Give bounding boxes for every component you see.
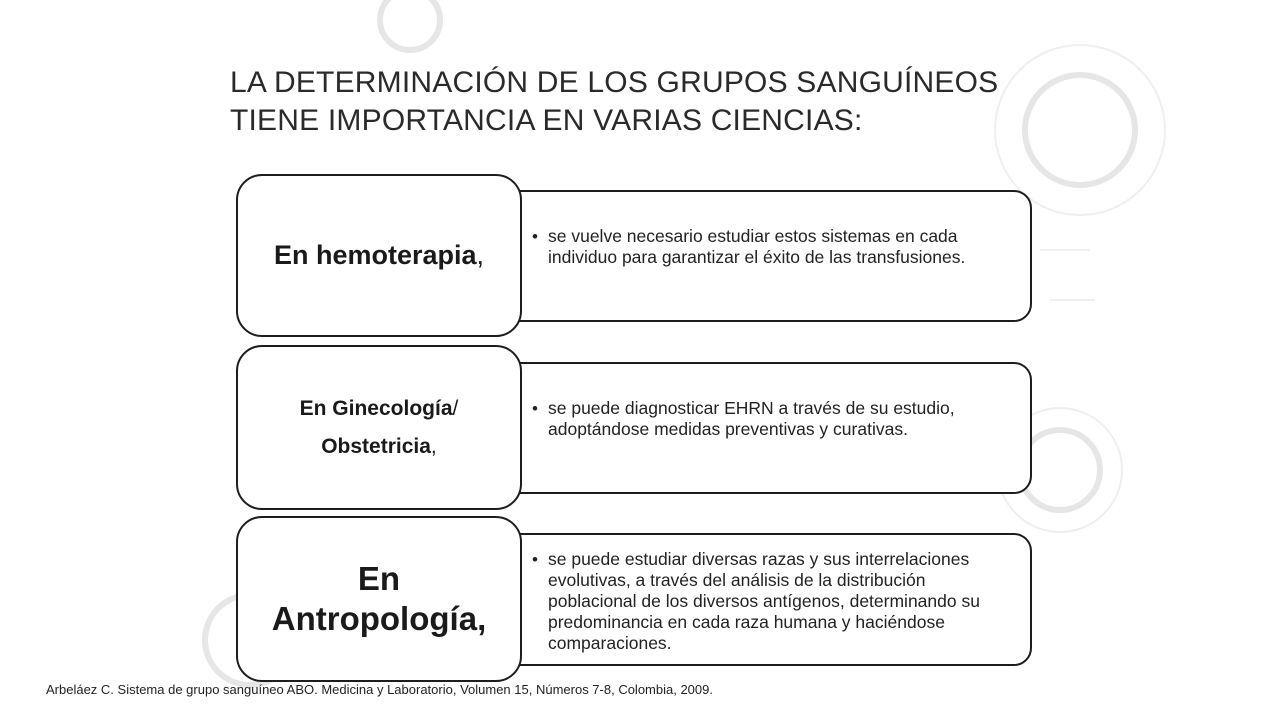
label-ginecologia-text-1: En Ginecología: [299, 396, 453, 420]
label-ginecologia-slash: /: [452, 396, 459, 420]
description-text-hemoterapia: [532, 226, 1016, 268]
citation: Arbeláez C. Sistema de grupo sanguíneo ABO. Medicina y Laboratorio, Volumen 15, Números 7-8, Colombia, 2009.: [46, 682, 713, 697]
label-ginecologia-line-1: [300, 390, 459, 428]
slide-title: [230, 64, 1050, 140]
label-antropologia-line-2: Antropología,: [271, 600, 487, 637]
description-text-ginecologia: [532, 398, 1016, 440]
description-box-antropologia: [492, 533, 1032, 666]
title-line-2: TIENE IMPORTANCIA EN VARIAS CIENCIAS:: [230, 104, 863, 137]
description-ginecologia: se puede diagnosticar EHRN a través de su estudio, adoptándose medidas preventivas y curativas.: [548, 398, 955, 439]
description-box-ginecologia: [492, 362, 1032, 494]
label-hemoterapia-comma: ,: [476, 240, 485, 270]
deco-ring-mid-right: [1020, 430, 1100, 510]
label-box-hemoterapia: [236, 174, 522, 337]
bullet-icon: •: [532, 227, 538, 246]
label-hemoterapia: En hemoterapia: [273, 240, 477, 270]
label-box-ginecologia: [236, 345, 522, 510]
bullet-icon: •: [532, 399, 538, 418]
label-ginecologia-text-2: Obstetricia: [321, 434, 431, 458]
description-hemoterapia: se vuelve necesario estudiar estos sistemas en cada individuo para garantizar el éxito de las transfusiones.: [548, 226, 966, 267]
label-hemoterapia-wrap: [274, 240, 484, 271]
label-ginecologia-line-2: [300, 428, 459, 466]
label-antropologia: [272, 559, 486, 639]
bullet-icon: •: [532, 550, 538, 569]
label-antropologia-line-1: En: [357, 560, 401, 597]
label-ginecologia: [300, 390, 459, 466]
title-line-1: LA DETERMINACIÓN DE LOS GRUPOS SANGUÍNEOS: [230, 66, 999, 99]
label-ginecologia-comma: ,: [430, 434, 437, 458]
description-text-antropologia: [532, 549, 1016, 654]
deco-ring-top-left: [380, 0, 440, 50]
description-antropologia: se puede estudiar diversas razas y sus interrelaciones evolutivas, a través del análisis de la distribución poblacional de los diversos antígenos, determinando su predominancia en cada raza humana y haciéndose comparaciones.: [548, 549, 980, 653]
label-box-antropologia: [236, 516, 522, 682]
description-box-hemoterapia: [492, 190, 1032, 322]
